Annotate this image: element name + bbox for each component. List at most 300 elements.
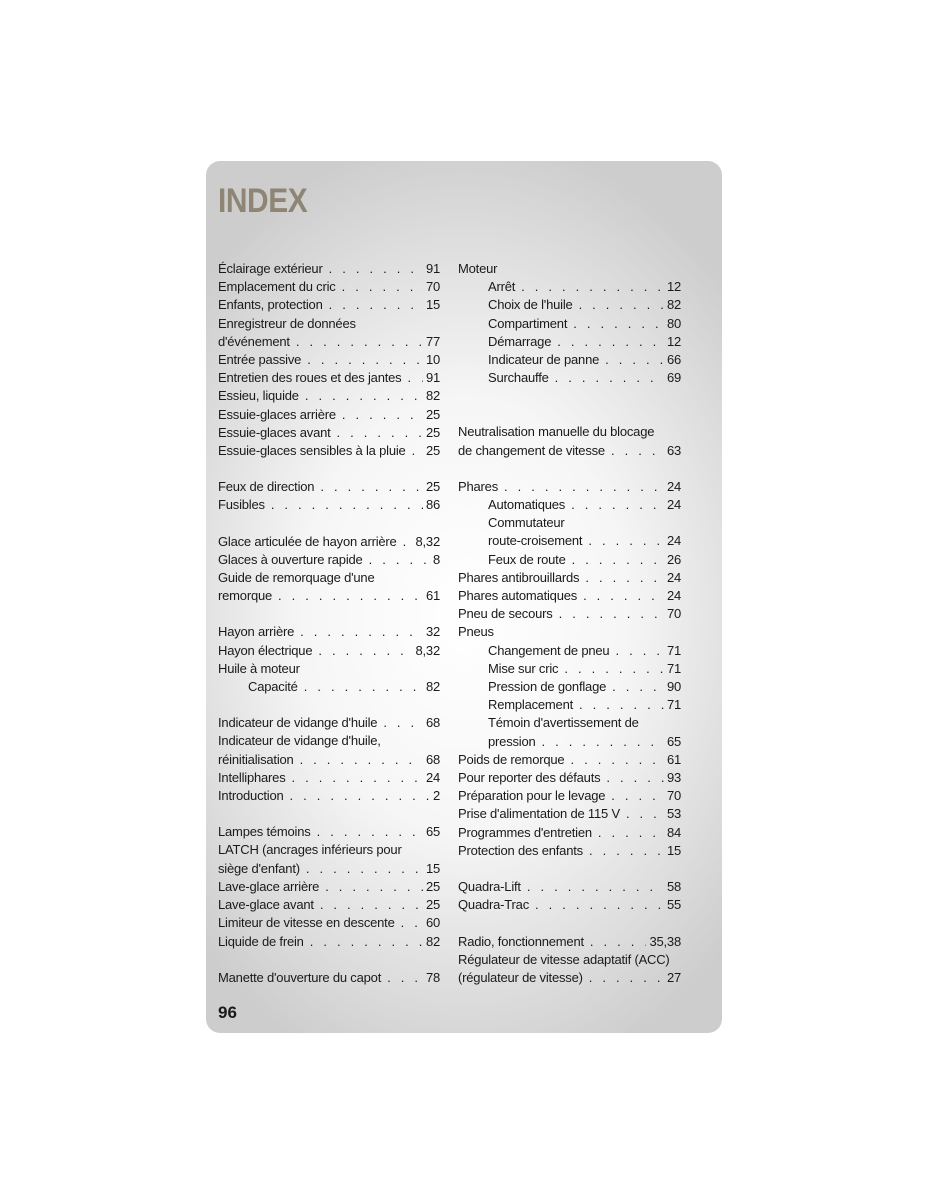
index-entry bbox=[458, 369, 681, 387]
index-entry-line bbox=[218, 714, 440, 732]
dot-leader bbox=[585, 569, 664, 587]
index-entry-term: Commutateur bbox=[488, 515, 565, 531]
dot-leader bbox=[329, 260, 423, 278]
index-entry-line bbox=[218, 533, 440, 551]
index-entry-page: 25 bbox=[425, 878, 440, 894]
dot-leader bbox=[611, 442, 664, 460]
index-entry-page: 25 bbox=[425, 897, 440, 913]
index-entry-page: 25 bbox=[425, 479, 440, 495]
index-entry-page: 68 bbox=[425, 751, 440, 767]
index-entry-term: Pneus bbox=[458, 624, 494, 640]
index-entry-term: Poids de remorque bbox=[458, 751, 565, 767]
index-entry-term: Lave-glace arrière bbox=[218, 878, 320, 894]
index-entry-term: Limiteur de vitesse en descente bbox=[218, 915, 395, 931]
dot-leader bbox=[605, 351, 664, 369]
index-entry-page: 15 bbox=[425, 860, 440, 876]
index-entry-page: 82 bbox=[425, 679, 440, 695]
index-column-left bbox=[218, 260, 440, 987]
index-entry-page: 12 bbox=[666, 279, 681, 295]
index-entry-line bbox=[218, 424, 440, 442]
index-entry-page: 8,32 bbox=[415, 533, 440, 549]
index-entry bbox=[458, 769, 681, 787]
index-entry bbox=[458, 642, 681, 660]
index-entry bbox=[458, 423, 681, 459]
index-entry-term: Phares antibrouillards bbox=[458, 569, 580, 585]
index-entry-page: 26 bbox=[666, 551, 681, 567]
index-entry-term: Témoin d'avertissement de bbox=[488, 715, 639, 731]
index-entry-page: 25 bbox=[425, 424, 440, 440]
index-entry-term: Essuie-glaces avant bbox=[218, 424, 331, 440]
index-entry-line bbox=[458, 878, 681, 896]
index-entry-term: Pneu de secours bbox=[458, 606, 553, 622]
index-entry-page: 24 bbox=[666, 533, 681, 549]
dot-leader bbox=[278, 587, 423, 605]
index-entry-line bbox=[218, 896, 440, 914]
dot-leader bbox=[318, 642, 412, 660]
index-entry-page: 2 bbox=[432, 788, 440, 804]
index-entry-line bbox=[218, 351, 440, 369]
dot-leader bbox=[570, 751, 663, 769]
index-entry-term: Guide de remorquage d'une bbox=[218, 570, 375, 586]
index-entry-line bbox=[488, 551, 681, 569]
index-entry-page: 70 bbox=[666, 788, 681, 804]
index-entry-term: Neutralisation manuelle du blocage bbox=[458, 424, 655, 440]
index-entry-page: 24 bbox=[666, 569, 681, 585]
dot-leader bbox=[305, 387, 423, 405]
index-entry-term: Mise sur cric bbox=[488, 660, 559, 676]
index-entry bbox=[218, 623, 440, 641]
section-gap bbox=[218, 605, 440, 623]
index-entry bbox=[218, 678, 440, 696]
index-entry bbox=[218, 714, 440, 732]
index-entry-line bbox=[458, 842, 681, 860]
index-entry-term: Capacité bbox=[248, 679, 298, 695]
index-entry bbox=[218, 424, 440, 442]
index-entry-term: Choix de l'huile bbox=[488, 297, 573, 313]
dot-leader bbox=[306, 860, 423, 878]
index-entry-line bbox=[458, 569, 681, 587]
index-entry-page: 80 bbox=[666, 315, 681, 331]
index-entry bbox=[218, 315, 440, 351]
index-entry bbox=[458, 605, 681, 623]
index-entry bbox=[218, 896, 440, 914]
dot-leader bbox=[296, 333, 423, 351]
index-entry-page: 25 bbox=[425, 406, 440, 422]
dot-leader bbox=[579, 296, 664, 314]
index-entry-term: Liquide de frein bbox=[218, 933, 304, 949]
page-number: 96 bbox=[218, 1003, 237, 1022]
index-entry-page: 35,38 bbox=[649, 933, 681, 949]
index-entry-term: Phares bbox=[458, 478, 498, 494]
index-entry-page: 86 bbox=[425, 497, 440, 513]
dot-leader bbox=[598, 824, 664, 842]
index-entry bbox=[218, 660, 440, 678]
index-entry-line bbox=[458, 769, 681, 787]
index-entry bbox=[218, 569, 440, 605]
dot-leader bbox=[589, 842, 664, 860]
dot-leader bbox=[383, 714, 423, 732]
index-entry-line bbox=[218, 642, 440, 660]
index-entry bbox=[218, 260, 440, 278]
index-entry-page: 15 bbox=[666, 842, 681, 858]
index-entry bbox=[218, 406, 440, 424]
index-entry-line bbox=[248, 678, 440, 696]
index-entry bbox=[218, 642, 440, 660]
index-entry-page: 63 bbox=[666, 442, 681, 458]
index-entry-term: Emplacement du cric bbox=[218, 279, 336, 295]
dot-leader bbox=[300, 751, 423, 769]
index-entry-line bbox=[218, 623, 440, 641]
dot-leader bbox=[329, 296, 423, 314]
index-entry bbox=[218, 732, 440, 768]
index-entry-page: 82 bbox=[666, 297, 681, 313]
index-entry-term: Pression de gonflage bbox=[488, 679, 607, 695]
index-entry bbox=[458, 678, 681, 696]
index-entry-term: Lave-glace avant bbox=[218, 897, 314, 913]
dot-leader bbox=[572, 551, 664, 569]
index-entry-line bbox=[218, 406, 440, 424]
index-entry bbox=[218, 823, 440, 841]
index-entry bbox=[218, 387, 440, 405]
index-entry-line bbox=[218, 369, 440, 387]
index-entry bbox=[458, 478, 681, 496]
index-entry-term: Quadra-Trac bbox=[458, 897, 530, 913]
index-entry-line bbox=[458, 751, 681, 769]
index-entry-term: Radio, fonctionnement bbox=[458, 933, 584, 949]
index-entry-line bbox=[488, 351, 681, 369]
index-entry-line bbox=[218, 860, 440, 878]
index-entry-term: Remplacement bbox=[488, 697, 574, 713]
dot-leader bbox=[412, 442, 423, 460]
dot-leader bbox=[401, 914, 423, 932]
index-entry bbox=[458, 496, 681, 514]
index-entry-page: 12 bbox=[666, 333, 681, 349]
dot-leader bbox=[542, 733, 664, 751]
index-entry-line bbox=[458, 587, 681, 605]
index-entry-page: 65 bbox=[425, 824, 440, 840]
index-entry-line bbox=[218, 260, 440, 278]
index-entry-line bbox=[488, 660, 681, 678]
index-entry-page: 82 bbox=[425, 388, 440, 404]
index-entry bbox=[218, 351, 440, 369]
index-entry-line bbox=[488, 678, 681, 696]
index-entry-page: 93 bbox=[666, 770, 681, 786]
index-entry-page: 24 bbox=[666, 588, 681, 604]
section-gap bbox=[458, 405, 681, 423]
dot-leader bbox=[325, 878, 423, 896]
index-entry-term: Préparation pour le levage bbox=[458, 788, 606, 804]
index-entry-term: Éclairage extérieur bbox=[218, 261, 323, 276]
index-entry-term: Enfants, protection bbox=[218, 297, 323, 313]
index-entry-line bbox=[488, 733, 681, 751]
index-entry-term: Compartiment bbox=[488, 315, 568, 331]
dot-leader bbox=[300, 623, 423, 641]
index-entry-term: Prise d'alimentation de 115 V bbox=[458, 806, 620, 822]
index-entry-line bbox=[458, 805, 681, 823]
dot-leader bbox=[290, 787, 430, 805]
section-gap bbox=[458, 387, 681, 405]
section-gap bbox=[218, 805, 440, 823]
index-entry-page: 82 bbox=[425, 933, 440, 949]
index-entry-term: Feux de route bbox=[488, 551, 566, 567]
index-entry bbox=[458, 296, 681, 314]
index-entry-line bbox=[218, 969, 440, 987]
dot-leader bbox=[342, 406, 423, 424]
index-entry-line bbox=[488, 496, 681, 514]
dot-leader bbox=[559, 605, 664, 623]
index-entry bbox=[458, 623, 681, 641]
index-entry bbox=[218, 933, 440, 951]
index-entry-line bbox=[458, 969, 681, 987]
index-entry-page: 77 bbox=[425, 333, 440, 349]
index-entry-term: siège d'enfant) bbox=[218, 860, 300, 876]
dot-leader bbox=[579, 696, 664, 714]
index-entry-line bbox=[218, 296, 440, 314]
index-entry-line bbox=[218, 787, 440, 805]
dot-leader bbox=[369, 551, 430, 569]
index-entry-page: 90 bbox=[666, 679, 681, 695]
index-entry-term: de changement de vitesse bbox=[458, 442, 605, 458]
index-entry bbox=[458, 842, 681, 860]
index-entry-term: Indicateur de vidange d'huile bbox=[218, 715, 378, 731]
index-entry bbox=[458, 878, 681, 896]
index-entry bbox=[458, 551, 681, 569]
dot-leader bbox=[589, 969, 664, 987]
index-entry-term: route-croisement bbox=[488, 533, 583, 549]
index-entry bbox=[218, 787, 440, 805]
index-entry bbox=[218, 278, 440, 296]
index-entry-page: 24 bbox=[666, 497, 681, 513]
dot-leader bbox=[626, 805, 664, 823]
index-entry-term: Phares automatiques bbox=[458, 588, 578, 604]
index-entry-term: d'événement bbox=[218, 333, 290, 349]
index-entry-line bbox=[488, 642, 681, 660]
index-entry-term: Essuie-glaces sensibles à la pluie bbox=[218, 443, 406, 459]
section-gap bbox=[218, 515, 440, 533]
index-entry-page: 53 bbox=[666, 806, 681, 822]
index-entry-term: Démarrage bbox=[488, 333, 552, 349]
index-entry-line bbox=[458, 933, 681, 951]
index-entry bbox=[218, 841, 440, 877]
index-entry-page: 65 bbox=[666, 733, 681, 749]
section-gap bbox=[458, 860, 681, 878]
index-entry-page: 61 bbox=[666, 751, 681, 767]
section-gap bbox=[218, 460, 440, 478]
index-entry-term: Hayon arrière bbox=[218, 624, 295, 640]
index-column-right bbox=[458, 260, 681, 987]
dot-leader bbox=[535, 896, 664, 914]
index-entry bbox=[458, 587, 681, 605]
index-entry-page: 91 bbox=[425, 261, 440, 276]
dot-leader bbox=[317, 823, 423, 841]
index-entry-line bbox=[458, 605, 681, 623]
dot-leader bbox=[320, 478, 423, 496]
index-entry-term: Entrée passive bbox=[218, 352, 302, 368]
dot-leader bbox=[615, 642, 663, 660]
dot-leader bbox=[606, 769, 664, 787]
index-entry-term: Pour reporter des défauts bbox=[458, 770, 601, 786]
index-entry bbox=[218, 296, 440, 314]
dot-leader bbox=[527, 878, 664, 896]
index-entry-page: 8 bbox=[432, 551, 440, 567]
index-entry bbox=[458, 569, 681, 587]
index-entry-line bbox=[488, 296, 681, 314]
index-entry-line bbox=[488, 315, 681, 333]
dot-leader bbox=[337, 424, 423, 442]
index-entry-line bbox=[218, 914, 440, 932]
index-entry bbox=[458, 333, 681, 351]
index-entry bbox=[458, 824, 681, 842]
index-entry bbox=[218, 551, 440, 569]
dot-leader bbox=[590, 933, 647, 951]
index-entry-term: Enregistreur de données bbox=[218, 315, 356, 331]
index-entry bbox=[458, 696, 681, 714]
index-entry-line bbox=[218, 878, 440, 896]
index-entry-line bbox=[218, 823, 440, 841]
index-entry-term: LATCH (ancrages inférieurs pour bbox=[218, 842, 402, 858]
index-entry-page: 8,32 bbox=[415, 642, 440, 658]
dot-leader bbox=[571, 496, 664, 514]
index-entry-page: 32 bbox=[425, 624, 440, 640]
index-entry-line bbox=[488, 532, 681, 550]
dot-leader bbox=[521, 278, 664, 296]
index-entry-page: 70 bbox=[666, 606, 681, 622]
dot-leader bbox=[320, 896, 423, 914]
index-entry-page: 15 bbox=[425, 297, 440, 313]
section-gap bbox=[218, 696, 440, 714]
index-entry-line bbox=[218, 551, 440, 569]
index-entry-term: Glace articulée de hayon arrière bbox=[218, 533, 397, 549]
index-entry-term: Essieu, liquide bbox=[218, 388, 299, 404]
index-entry-term: Indicateur de vidange d'huile, bbox=[218, 733, 381, 749]
index-entry-line bbox=[218, 387, 440, 405]
dot-leader bbox=[292, 769, 423, 787]
section-gap bbox=[218, 951, 440, 969]
dot-leader bbox=[310, 933, 423, 951]
index-entry-term: Fusibles bbox=[218, 497, 265, 513]
index-entry-term: Surchauffe bbox=[488, 370, 549, 386]
index-entry-page: 71 bbox=[666, 660, 681, 676]
dot-leader bbox=[307, 351, 423, 369]
index-entry bbox=[458, 714, 681, 750]
index-entry bbox=[458, 260, 681, 278]
index-entry-page: 24 bbox=[425, 769, 440, 785]
index-entry-term: Feux de direction bbox=[218, 479, 315, 495]
index-entry-page: 24 bbox=[666, 478, 681, 494]
index-entry bbox=[218, 533, 440, 551]
index-entry-line bbox=[218, 769, 440, 787]
index-entry-line bbox=[218, 587, 440, 605]
index-entry-line bbox=[458, 824, 681, 842]
index-entry bbox=[458, 896, 681, 914]
index-entry-term: Changement de pneu bbox=[488, 642, 610, 658]
index-entry-term: Glaces à ouverture rapide bbox=[218, 551, 363, 567]
dot-leader bbox=[403, 533, 413, 551]
index-entry-page: 10 bbox=[425, 352, 440, 368]
index-entry-term: Régulateur de vitesse adaptatif (ACC) bbox=[458, 951, 670, 967]
dot-leader bbox=[557, 333, 664, 351]
index-entry-term: pression bbox=[488, 733, 536, 749]
index-entry-page: 55 bbox=[666, 897, 681, 913]
index-entry-page: 70 bbox=[425, 279, 440, 295]
index-entry-line bbox=[458, 442, 681, 460]
index-entry-term: Indicateur de panne bbox=[488, 352, 600, 368]
index-entry-line bbox=[488, 696, 681, 714]
dot-leader bbox=[564, 660, 664, 678]
index-entry-term: Programmes d'entretien bbox=[458, 824, 592, 840]
page-title: INDEX bbox=[218, 182, 308, 220]
index-entry-page: 78 bbox=[425, 969, 440, 985]
index-entry-page: 71 bbox=[666, 642, 681, 658]
dot-leader bbox=[304, 678, 423, 696]
index-entry-line bbox=[218, 751, 440, 769]
dot-leader bbox=[555, 369, 664, 387]
index-entry bbox=[218, 769, 440, 787]
index-entry bbox=[218, 369, 440, 387]
index-entry bbox=[218, 442, 440, 460]
index-entry-term: Protection des enfants bbox=[458, 842, 583, 858]
index-entry-line bbox=[458, 896, 681, 914]
section-gap bbox=[458, 915, 681, 933]
index-entry bbox=[458, 514, 681, 550]
index-entry-page: 60 bbox=[425, 915, 440, 931]
index-entry-term: Moteur bbox=[458, 261, 498, 276]
index-entry-line bbox=[218, 442, 440, 460]
dot-leader bbox=[387, 969, 423, 987]
dot-leader bbox=[588, 532, 664, 550]
dot-leader bbox=[611, 787, 664, 805]
index-entry-term: Lampes témoins bbox=[218, 824, 311, 840]
section-gap bbox=[458, 460, 681, 478]
index-entry-page: 66 bbox=[666, 352, 681, 368]
index-entry bbox=[218, 496, 440, 514]
index-entry bbox=[218, 478, 440, 496]
dot-leader bbox=[504, 478, 664, 496]
index-entry-line bbox=[488, 333, 681, 351]
dot-leader bbox=[612, 678, 664, 696]
index-entry bbox=[458, 805, 681, 823]
index-entry-page: 71 bbox=[666, 697, 681, 713]
index-entry-line bbox=[458, 478, 681, 496]
index-entry-term: Huile à moteur bbox=[218, 660, 300, 676]
index-entry-page: 91 bbox=[425, 370, 440, 386]
index-entry-line bbox=[218, 933, 440, 951]
index-entry-term: Essuie-glaces arrière bbox=[218, 406, 336, 422]
index-entry bbox=[458, 278, 681, 296]
dot-leader bbox=[342, 278, 423, 296]
dot-leader bbox=[573, 315, 664, 333]
index-entry-line bbox=[218, 278, 440, 296]
index-entry bbox=[458, 933, 681, 951]
index-entry-page: 68 bbox=[425, 715, 440, 731]
index-entry-line bbox=[488, 369, 681, 387]
index-entry-page: 69 bbox=[666, 370, 681, 386]
index-entry bbox=[458, 660, 681, 678]
index-entry-line bbox=[458, 787, 681, 805]
index-entry-page: 61 bbox=[425, 588, 440, 604]
index-entry-page: 58 bbox=[666, 879, 681, 895]
index-entry-term: réinitialisation bbox=[218, 751, 294, 767]
index-entry-term: remorque bbox=[218, 588, 273, 604]
index-entry bbox=[458, 787, 681, 805]
index-entry-term: Manette d'ouverture du capot bbox=[218, 969, 382, 985]
dot-leader bbox=[583, 587, 664, 605]
index-entry-page: 27 bbox=[666, 969, 681, 985]
index-entry-line bbox=[218, 478, 440, 496]
index-entry-term: Entretien des roues et des jantes bbox=[218, 370, 402, 386]
index-entry bbox=[458, 951, 681, 987]
index-entry bbox=[458, 751, 681, 769]
